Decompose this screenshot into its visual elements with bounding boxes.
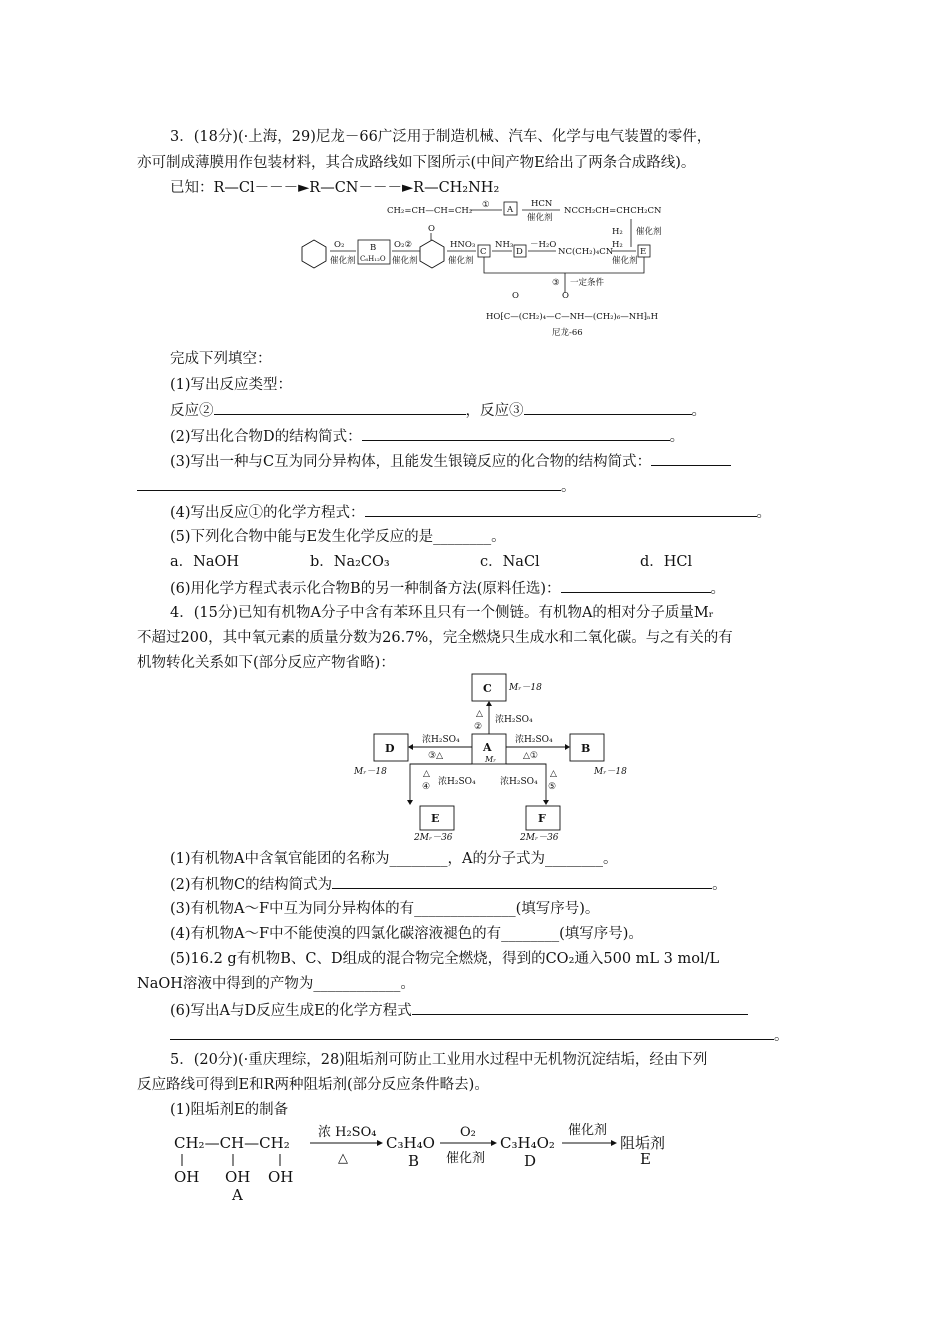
q4-part5: (5)16.2 g有机物B、C、D组成的混合物完全燃烧，得到的CO₂通入500 mL 3 mol/L [170, 951, 720, 967]
reaction3-blank[interactable] [524, 400, 692, 415]
svg-text:④: ④ [422, 782, 431, 792]
svg-text:O₂: O₂ [460, 1125, 476, 1140]
svg-text:H₂: H₂ [612, 227, 623, 237]
q4-line1: 4．(15分)已知有机物A分子中含有苯环且只有一个侧链。有机物A的相对分子质量Mᵣ [170, 605, 714, 621]
svg-text:D: D [385, 742, 395, 755]
svg-text:E: E [431, 812, 440, 825]
svg-text:OH: OH [174, 1168, 200, 1186]
svg-text:一定条件: 一定条件 [570, 278, 605, 288]
svg-text:OH: OH [225, 1168, 251, 1186]
svg-text:催化剂: 催化剂 [527, 213, 553, 223]
svg-text:－H₂O: －H₂O [530, 240, 557, 250]
svg-text:NH₃: NH₃ [495, 240, 514, 250]
svg-text:B: B [370, 243, 377, 253]
svg-text:浓H₂SO₄: 浓H₂SO₄ [515, 735, 553, 745]
svg-text:A: A [483, 741, 492, 754]
option-a: a．NaOH [170, 554, 240, 570]
svg-text:O₂: O₂ [334, 240, 345, 250]
cyclohexanone-ring [420, 240, 444, 268]
svg-text:浓H₂SO₄: 浓H₂SO₄ [438, 777, 476, 787]
q4-line2: 不超过200，其中氧元素的质量分数为26.7%，完全燃烧只生成水和二氧化碳。与之有关的有 [137, 630, 733, 646]
svg-text:H₂: H₂ [612, 240, 623, 250]
q4-line3: 机物转化关系如下(部分反应产物省略)： [137, 655, 395, 671]
label-a: A [232, 1186, 243, 1204]
svg-text:A: A [507, 205, 514, 215]
svg-text:C: C [483, 682, 492, 695]
svg-text:C₆H₁₂O: C₆H₁₂O [360, 255, 386, 263]
b-preparation-blank[interactable] [561, 578, 711, 593]
svg-text:OH: OH [268, 1168, 294, 1186]
svg-text:△: △ [338, 1151, 348, 1166]
d-structure-blank[interactable] [362, 426, 670, 441]
q3-line1: 3．(18分)(·上海，29)尼龙－66广泛用于制造机械、汽车、化学与电气装置的零件， [170, 129, 712, 145]
label-e: E [640, 1150, 651, 1168]
q4-part1: (1)有机物A中含氧官能团的名称为________，A的分子式为________。 [170, 851, 618, 867]
q3-line2: 亦可制成薄膜用作包装材料，其合成路线如下图所示(中间产物E给出了两条合成路线)。 [137, 155, 696, 171]
pentenedinitrile: NCCH₂CH=CHCH₂CN [564, 206, 662, 216]
svg-text:O: O [428, 224, 435, 234]
q3-part1: (1)写出反应类型： [170, 377, 293, 393]
option-b: b．Na₂CO₃ [310, 554, 390, 570]
q5-line1: 5．(20分)(·重庆理综，28)阻垢剂可防止工业用水过程中无机物沉淀结垢，经由下列 [170, 1052, 708, 1068]
q3-part6: (6)用化学方程式表示化合物B的另一种制备方法(原料任选)： 。 [170, 578, 725, 599]
reaction2-label: 反应② [170, 403, 214, 419]
option-c: c．NaCl [480, 554, 540, 570]
q3-part3: (3)写出一种与C互为同分异构体，且能发生银镜反应的化合物的结构简式： [170, 451, 731, 472]
svg-text:催化剂: 催化剂 [612, 256, 638, 266]
q4-part3: (3)有机物A～F中互为同分异构体的有______________(填写序号)。 [170, 901, 600, 917]
q4-part2: (2)有机物C的结构简式为 。 [170, 874, 727, 895]
q3-part5: (5)下列化合物中能与E发生化学反应的是________。 [170, 529, 506, 545]
equation1-blank[interactable] [365, 502, 757, 517]
svg-text:B: B [581, 742, 591, 755]
svg-text:Mᵣ－18: Mᵣ－18 [509, 683, 542, 693]
c-structure-blank[interactable] [332, 874, 712, 889]
svg-text:浓H₂SO₄: 浓H₂SO₄ [422, 735, 460, 745]
svg-text:HCN: HCN [531, 199, 553, 209]
svg-text:催化剂: 催化剂 [446, 1151, 486, 1166]
q3-part4: (4)写出反应①的化学方程式： 。 [170, 502, 771, 523]
svg-text:E: E [640, 247, 647, 257]
cyclohexane-ring [302, 240, 326, 268]
svg-text:浓H₂SO₄: 浓H₂SO₄ [500, 777, 538, 787]
conversion-scheme [350, 672, 650, 844]
svg-text:Mᵣ－18: Mᵣ－18 [594, 767, 627, 777]
svg-text:Mᵣ: Mᵣ [485, 755, 496, 764]
svg-text:催化剂: 催化剂 [568, 1123, 608, 1138]
svg-text:O₂②: O₂② [394, 240, 412, 250]
svg-text:O: O [512, 291, 519, 301]
q5-line2: 反应路线可得到E和R两种阻垢剂(部分反应条件略去)。 [137, 1077, 489, 1093]
svg-text:C: C [480, 247, 487, 257]
nylon-formula: HO⁅C—(CH₂)₄—C—NH—(CH₂)₆—NH⁆ₙH [486, 312, 659, 322]
svg-text:催化剂: 催化剂 [448, 256, 474, 266]
antiscalant-e: 阻垢剂 [620, 1134, 666, 1152]
svg-text:△: △ [423, 769, 430, 779]
compound-d: C₃H₄O₂ [500, 1134, 555, 1152]
q4-part5-cont: NaOH溶液中得到的产物为____________。 [137, 976, 415, 992]
q3-part3-cont: 。 [137, 476, 576, 497]
adiponitrile: NC(CH₂)₄CN [558, 247, 614, 257]
isomer-blank-cont[interactable] [137, 476, 561, 491]
q3-known: 已知：R—Cl－－－►R—CN－－－►R—CH₂NH₂ [170, 180, 500, 196]
option-d: d．HCl [640, 554, 693, 570]
glycerol-scheme [170, 1118, 690, 1204]
isomer-blank[interactable] [651, 451, 731, 466]
q4-part6: (6)写出A与D反应生成E的化学方程式 [170, 1000, 748, 1021]
nylon-name: 尼龙-66 [552, 328, 583, 338]
svg-text:△: △ [476, 709, 483, 719]
svg-text:D: D [516, 247, 523, 257]
q4-part4: (4)有机物A～F中不能使溴的四氯化碳溶液褪色的有________(填写序号)。 [170, 926, 643, 942]
q5-part1: (1)阻垢剂E的制备 [170, 1102, 289, 1118]
equation-ade-blank-cont[interactable] [170, 1025, 774, 1040]
q3-part1-answers: 反应② ，反应③ 。 [170, 400, 706, 421]
butadiene: CH₂=CH—CH=CH₂ [387, 206, 473, 216]
label-b: B [408, 1152, 420, 1170]
svg-text:浓H₂SO₄: 浓H₂SO₄ [495, 715, 533, 725]
svg-text:催化剂: 催化剂 [392, 256, 418, 266]
svg-text:催化剂: 催化剂 [636, 227, 662, 237]
svg-text:③△: ③△ [428, 751, 443, 761]
q3-part2: (2)写出化合物D的结构简式： 。 [170, 426, 684, 447]
equation-ade-blank[interactable] [412, 1000, 748, 1015]
svg-text:催化剂: 催化剂 [330, 256, 356, 266]
label-d: D [524, 1152, 537, 1170]
svg-text:⑤: ⑤ [548, 782, 557, 792]
svg-text:F: F [538, 812, 546, 825]
reaction2-blank[interactable] [214, 400, 466, 415]
q4-part6-cont: 。 [170, 1025, 789, 1046]
svg-text:HNO₃: HNO₃ [450, 240, 476, 250]
svg-text:③: ③ [552, 278, 560, 288]
svg-text:浓 H₂SO₄: 浓 H₂SO₄ [318, 1125, 377, 1140]
svg-text:②: ② [474, 722, 483, 732]
svg-text:O: O [562, 291, 569, 301]
step1-label: ① [482, 200, 490, 210]
compound-b: C₃H₄O [386, 1134, 435, 1152]
svg-text:Mᵣ－18: Mᵣ－18 [354, 767, 387, 777]
glycerol-chain: CH₂—CH—CH₂ [174, 1134, 290, 1152]
nylon-synthesis-scheme [290, 195, 690, 340]
svg-text:2Mᵣ－36: 2Mᵣ－36 [520, 833, 559, 843]
svg-text:△①: △① [523, 751, 538, 761]
svg-text:2Mᵣ－36: 2Mᵣ－36 [414, 833, 453, 843]
q3-fill-instruction: 完成下列填空： [170, 351, 272, 367]
svg-text:△: △ [550, 769, 557, 779]
